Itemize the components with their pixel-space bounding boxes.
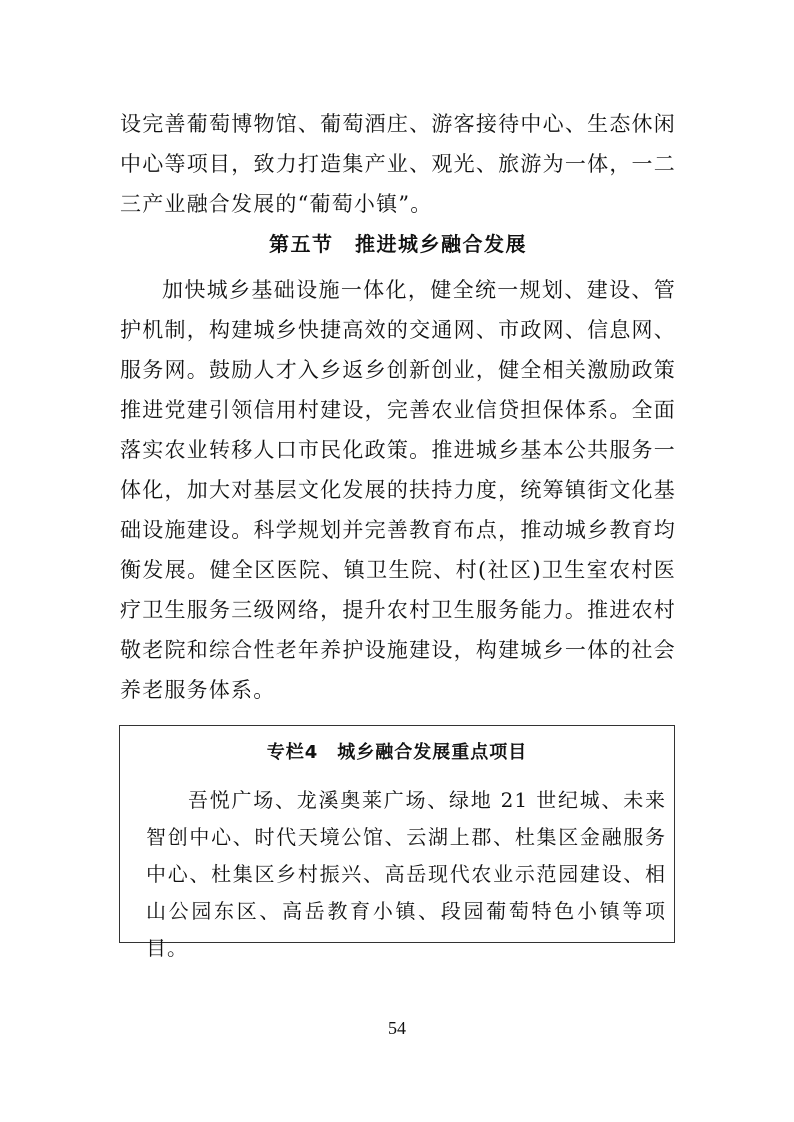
project-box-title: 专栏4 城乡融合发展重点项目 <box>266 742 528 763</box>
project-box-body: 吾悦广场、龙溪奥莱广场、绿地 21 世纪城、未来智创中心、时代天境公馆、云湖上郡、杜集区金融服务中心、杜集区乡村振兴、高岳现代农业示范园建设、相山公园东区、高岳教育小镇、段园葡萄特色小镇等项目。 <box>146 788 666 960</box>
continuation-paragraph: 设完善葡萄博物馆、葡萄酒庄、游客接待中心、生态休闲中心等项目，致力打造集产业、观光、旅游为一体，一二三产业融合发展的“葡萄小镇”。 <box>120 112 676 216</box>
page-number: 54 <box>388 1018 406 1038</box>
section-heading: 第五节 推进城乡融合发展 <box>269 232 527 256</box>
main-paragraph: 加快城乡基础设施一体化，健全统一规划、建设、管护机制，构建城乡快捷高效的交通网、市政网、信息网、服务网。鼓励人才入乡返乡创新创业，健全相关激励政策推进党建引领信用村建设，完善农业信贷担保体系。全面落实农业转移人口市民化政策。推进城乡基本公共服务一体化，加大对基层文化发展的扶持力度，统筹镇街文化基础设施建设。科学规划并完善教育布点，推动城乡教育均衡发展。健全区医院、镇卫生院、村(社区)卫生室农村医疗卫生服务三级网络，提升农村卫生服务能力。推进农村敬老院和综合性老年养护设施建设，构建城乡一体的社会养老服务体系。 <box>120 278 676 702</box>
project-box <box>119 725 675 960</box>
